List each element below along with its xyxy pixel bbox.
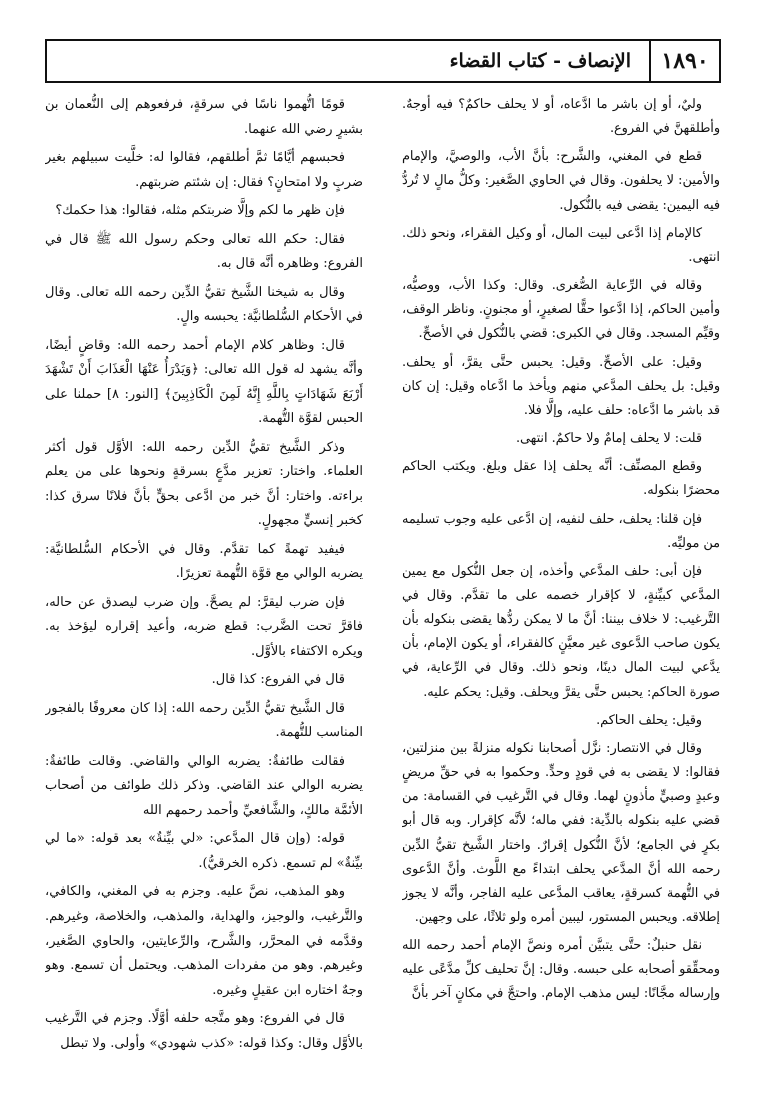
paragraph: وليٌ، أو إن باشر ما ادَّعاه، أو لا يحلف حاكمٌ؟ فيه أوجهٌ. وأطلقهنَّ في الفروع. [402,97,720,137]
paragraph: وقال في الانتصار: نزَّل أصحابنا نكوله منزلةً بين منزلتين، فقالوا: لا يقضى به في قودٍ وحدٍّ. وحكموا به في حقِّ مريضٍ وعبدٍ وصبيٍّ مأذونٍ لهما. وقال في التَّرغيب في القسامة: من قضي عليه بنكوله بالدِّية: ففي ماله؛ لأنَّه كإقرار. وبه قال أبو بكرٍ في الجامع؛ لأنَّ النُّكول إقرارٌ. واختار الشَّيخ تقيُّ الدِّين رحمه الله أنَّ المدَّعي يحلف ابتداءً مع اللَّوث. وأنَّ الدَّعوى في التُّهمة كسرقةٍ، يعاقب المدَّعى عليه الفاجر، وأنَّه لا يجوز إطلاقه. ويحبس المستور، ليبين أمره ولو ثلاثًا، على وجهين. [402,740,720,925]
paragraph: فإن ضرب ليقرَّ: لم يصحَّ. وإن ضرب ليصدق عن حاله، فاقرَّ تحت الضَّرب: قطع ضربه، وأعيد إقراره ليؤخذ به. ويكره الاكتفاء بالأوَّل. [45,594,363,659]
page-header [45,39,721,83]
paragraph: فحبسهم أيَّامًا ثمَّ أطلقهم، فقالوا له: خلَّيت سبيلهم بغير ضربٍ ولا امتحانٍ؟ فقال: إن شئتم ضربتهم. [45,150,363,190]
paragraph: قومًا اتُّهموا ناسًا في سرقةٍ، فرفعوهم إلى النُّعمان بن بشيرٍ رضي الله عنهما. [45,97,363,137]
page-number: ١٨٩٠ [649,41,719,81]
paragraph: نقل حنبلٌ: حتَّى يتبيَّن أمره ونصَّ الإمام أحمد رحمه الله ومحقِّقو أصحابه على حبسه. وقال: إنَّ تحليف كلِّ مدَّعًى عليه وإرساله مجَّانًا: ليس مذهب الإمام. واحتجَّ في مكانٍ آخر بأنَّ [402,938,720,1002]
paragraph: وقاله في الرِّعاية الصُّغرى. وقال: وكذا الأب، ووصيُّه، وأمين الحاكم، إذا ادَّعوا حقًّا لصغيرٍ، أو مجنونٍ. وناظر الوقف، وقيِّم المسجد. وقال في الكبرى: قضي بالنُّكول في الأصحِّ. [402,278,720,342]
paragraph: فقالت طائفةٌ: يضربه الوالي والقاضي. وقالت طائفةٌ: يضربه الوالي عند القاضي. وذكر ذلك طوائف من أصحاب الأئمَّة مالكٍ، والشَّافعيِّ وأحمد رحمهم الله [45,753,363,818]
paragraph: فإن ظهر ما لكم وإلَّا ضربتكم مثله، فقالوا: هذا حكمك؟ [55,203,345,219]
paragraph: فيفيد تهمةً كما تقدَّم. وقال في الأحكام السُّلطانيَّة: يضربه الوالي مع قوَّة التُّهمة تعزيرًا. [45,541,363,582]
paragraph: قطع في المغني، والشَّرح: بأنَّ الأب، والوصيَّ، والإمام والأمين: لا يحلفون. وقال في الحاوي الصَّغير: وكلُّ مالٍ لا تُردُّ فيه اليمين: يقضى فيه بالنُّكول. [402,149,720,213]
paragraph: كالإمام إذا ادَّعى لبيت المال، أو وكيل الفقراء، ونحو ذلك. انتهى. [402,225,720,265]
paragraph: قلت: لا يحلف إمامٌ ولا حاكمٌ. انتهى. [515,431,702,447]
paragraph: وهو المذهب، نصَّ عليه. وجزم به في المغني، والكافي، والتَّرغيب، والوجيز، والهداية، والمذهب، والخلاصة، وغيرهم. وقدَّمه في المحرَّر، والشَّرح، والرِّعايتين، والحاوي الصَّغير، وغيرهم. وهو من مفردات المذهب. ويحتمل أن تسمع. وهو وجهٌ اختاره ابن عقيلٍ وغيره. [45,884,363,998]
paragraph: وقطع المصنِّف: أنَّه يحلف إذا عقل وبلغ. ويكتب الحاكم محضرًا بنكوله. [402,459,720,499]
right-column [402,93,720,1088]
paragraph: قال: وظاهر كلام الإمام أحمد رحمه الله: وقاضٍ أيضًا، وأنَّه يشهد له قول الله تعالى: ﴿وَيَدْرَأُ عَنْهَا الْعَذَابَ أَنْ تَشْهَدَ أَرْبَعَ شَهَادَاتٍ بِاللَّهِ إِنَّهُ لَمِنَ الْكَاذِبِينَ﴾ [النور: ٨] حملنا على الحبس لقوَّة التُّهمة. [45,337,363,427]
paragraph: فقال: حكم الله تعالى وحكم رسول الله ﷺ قال في الفروع: وظاهره أنَّه قال به. [45,231,363,272]
paragraph: وقال به شيخنا الشَّيخ تقيُّ الدِّين رحمه الله تعالى. وقال في الأحكام السُّلطانيَّة: يحبسه والٍ. [45,284,363,325]
paragraph: قوله: (وإن قال المدَّعي: «لي بيِّنةٌ» بعد قوله: «ما لي بيِّنةٌ» لم تسمع. ذكره الخرقيُّ). [45,831,363,871]
paragraph: وقيل: يحلف الحاكم. [596,712,702,728]
paragraph: قال في الفروع: كذا قال. [211,672,345,688]
paragraph: فإن أبى: حلف المدَّعي وأخذه، إن جعل النُّكول مع يمين المدَّعي كبيِّنةٍ، لا كإقرار خصمه على ما تقدَّم. وقال في التَّرغيب: لا خلاف بيننا: أنَّ ما لا يمكن ردُّها يقضى بنكوله بأن يكون صاحب الدَّعوى غير معيَّنٍ كالفقراء، أو يكون الإمام، بأن يدَّعي لبيت المال دينًا، ونحو ذلك. وقال في الرِّعاية، في صورة الحاكم: يحبس حتَّى يقرَّ ويحلف. وقيل: يحكم عليه. [402,563,720,700]
paragraph: وقيل: على الأصحِّ. وقيل: يحبس حتَّى يقرَّ، أو يحلف. وقيل: بل يحلف المدَّعي منهم ويأخذ ما ادَّعاه وقيل: إن كان قد باشر ما ادَّعاه: حلف عليه، وإلَّا فلا. [402,354,720,418]
paragraph: قال الشَّيخ تقيُّ الدِّين رحمه الله: إذا كان معروفًا بالفجور المناسب للتُّهمة. [45,700,363,741]
paragraph: قال في الفروع: وهو متَّجه حلفه أوَّلًا. وجزم في التَّرغيب بالأوَّل وقال: وكذا قوله: «كذب شهودي» وأولى. ولا تبطل [45,1011,363,1051]
running-title: الإنصاف - كتاب القضاء [449,50,631,72]
left-column [45,93,363,1088]
paragraph: فإن قلنا: يحلف، حلف لنفيه، إن ادَّعى عليه وجوب تسليمه من موليِّه. [402,511,720,551]
paragraph: وذكر الشَّيخ تقيُّ الدِّين رحمه الله: الأوَّل قول أكثر العلماء. واختار: تعزير مدَّعٍ بسرقةٍ ونحوها على من يعلم براءته. واختار: أنَّ خبر من ادَّعى بحقٍّ بأنَّ فلانًا سرق كذا: كخبر إنسيٍّ مجهولٍ. [45,439,363,529]
